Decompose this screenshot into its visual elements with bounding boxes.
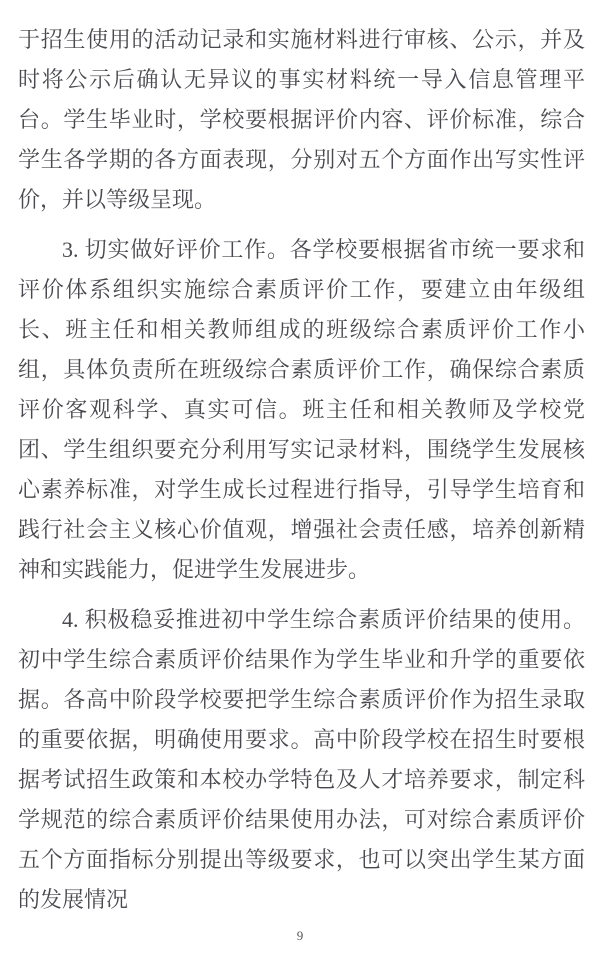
body-paragraph-item-4: 4. 积极稳妥推进初中学生综合素质评价结果的使用。初中学生综合素质评价结果作为学生毕业和升学的重要依据。各高中阶段学校要把学生综合素质评价作为招生录取的重要依据，明确使用要求。高中阶段学校在招生时要根据考试招生政策和本校办学特色及人才培养要求，制定科学规范的综合素质评价结果使用办法，可对综合素质评价五个方面指标分别提出等级要求，也可以突出学生某方面的发展情况: [18, 607, 585, 912]
document-body: [18, 20, 585, 920]
page-number: 9: [296, 928, 304, 943]
body-paragraph-continuation: 于招生使用的活动记录和实施材料进行审核、公示，并及时将公示后确认无异议的事实材料统一导入信息管理平台。学生毕业时，学校要根据评价内容、评价标准，综合学生各学期的各方面表现，分别对五个方面作出写实性评价，并以等级呈现。: [18, 27, 585, 212]
page-footer: [0, 927, 600, 945]
body-paragraph-item-3: 3. 切实做好评价工作。各学校要根据省市统一要求和评价体系组织实施综合素质评价工作，要建立由年级组长、班主任和相关教师组成的班级综合素质评价工作小组，具体负责所在班级综合素质评价工作，确保综合素质评价客观科学、真实可信。班主任和相关教师及学校党团、学生组织要充分利用写实记录材料，围绕学生发展核心素养标准，对学生成长过程进行指导，引导学生培育和践行社会主义核心价值观，增强社会责任感，培养创新精神和实践能力，促进学生发展进步。: [18, 237, 585, 582]
